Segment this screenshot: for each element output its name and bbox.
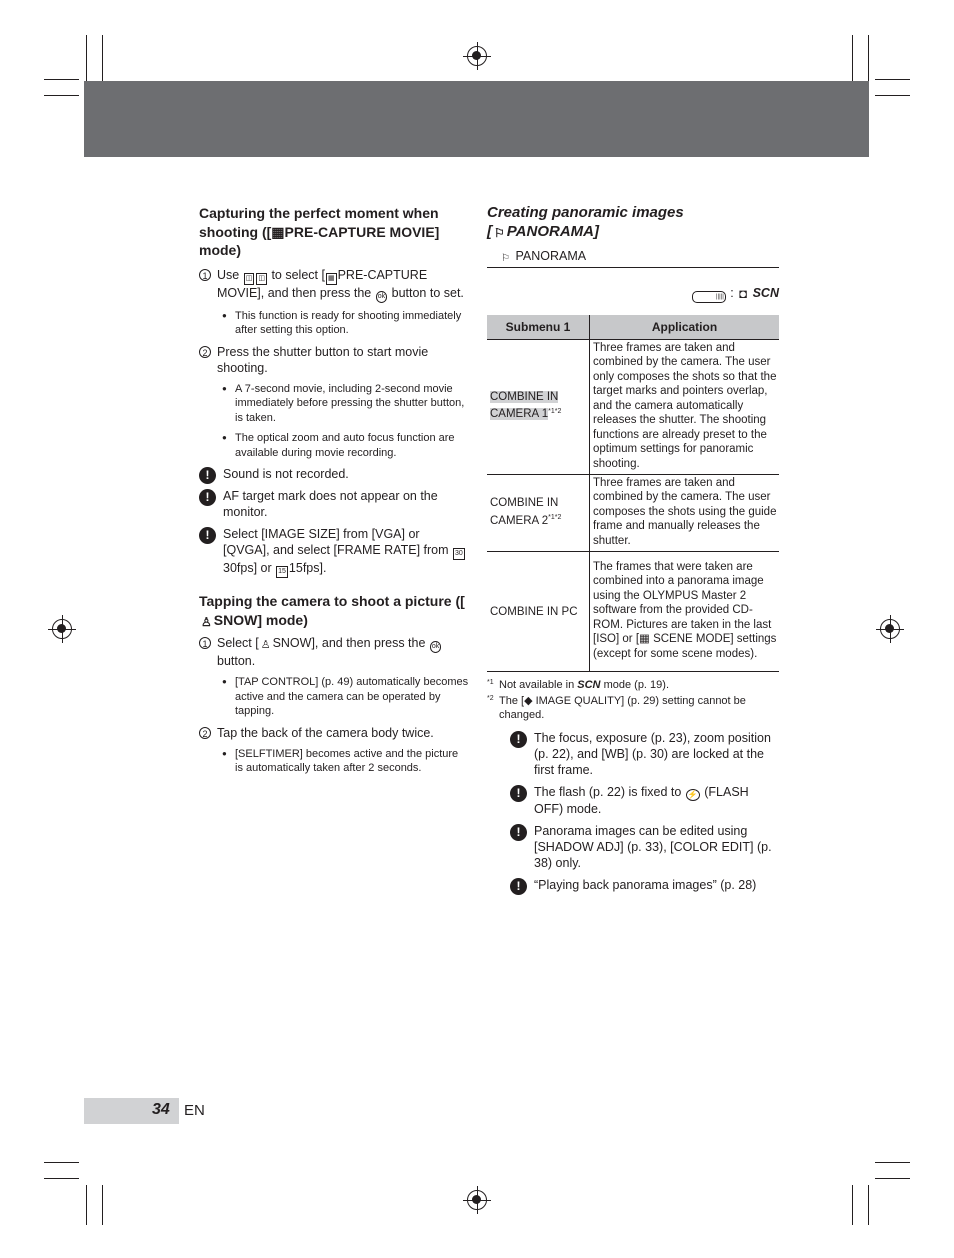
arrow-pad-icon: ◫: [256, 273, 267, 285]
table-row: [487, 475, 779, 552]
mode-dial-icon: |||||: [692, 291, 726, 303]
crop-mark: [868, 1185, 869, 1225]
caution-icon: !: [199, 489, 216, 506]
caution-note: ! AF target mark does not appear on the monitor.: [199, 488, 469, 520]
bullet-item: ● The optical zoom and auto focus function are available during movie recording.: [199, 431, 469, 460]
panorama-icon: ⚐: [494, 225, 505, 240]
table-header-row: [487, 315, 779, 340]
crop-mark: [44, 1178, 79, 1179]
table-cell-submenu: COMBINE IN PC: [487, 552, 590, 672]
crop-mark: [44, 79, 79, 80]
caution-note: ! Sound is not recorded.: [199, 466, 469, 482]
submenu-path: ⚐ PANORAMA: [487, 244, 779, 268]
crop-mark: [875, 1178, 910, 1179]
section-title: Capturing the perfect moment when shooting ([▦PRE-CAPTURE MOVIE] mode): [199, 205, 440, 258]
step-2: 2 Tap the back of the camera body twice.: [199, 725, 469, 741]
bullet-item: ● [SELFTIMER] becomes active and the picture is automatically taken after 2 seconds.: [199, 747, 469, 776]
bullet-item: ● A 7-second movie, including 2-second movie immediately before pressing the shutter button, is taken.: [199, 382, 469, 426]
scn-mode-label: SCN: [577, 679, 601, 691]
caution-note: ! “Playing back panorama images” (p. 28): [487, 877, 779, 893]
scn-mode-label: SCN: [752, 286, 779, 300]
frame-rate-30-icon: 30: [453, 548, 465, 560]
caution-note: ! The flash (p. 22) is fixed to ⚡ (FLASH OFF) mode.: [487, 784, 779, 817]
submenu-table: [487, 315, 779, 672]
step-number-2: 2: [199, 727, 211, 739]
crop-mark: [44, 1162, 79, 1163]
table-cell-application: Three frames are taken and combined by the camera. The user only composes the shots so that the target marks and pointers overlap, and the camera automatically releases the shutter. The shooting functions are already preset to the optimum settings for panoramic shooting.: [590, 340, 780, 475]
crop-mark: [86, 1185, 87, 1225]
crop-mark: [852, 1185, 853, 1225]
left-column: [199, 204, 469, 776]
caution-icon: !: [510, 785, 527, 802]
table-cell-submenu: COMBINE IN CAMERA $2^{*1*2}$: [487, 475, 590, 552]
step-number-1: 1: [199, 269, 211, 281]
crop-mark: [875, 1162, 910, 1163]
crop-mark: [102, 1185, 103, 1225]
frame-rate-15-icon: 15: [276, 566, 288, 578]
section-title: Tapping the camera to shoot a picture ([♙ SNOW] mode): [199, 593, 465, 629]
flash-off-icon: ⚡: [687, 789, 698, 799]
registration-mark-icon: [52, 619, 72, 639]
registration-mark-icon: [880, 619, 900, 639]
language-label: EN: [184, 1102, 205, 1119]
caution-icon: !: [199, 527, 216, 544]
registration-mark-icon: [467, 1190, 487, 1210]
caution-note: ! Select [IMAGE SIZE] from [VGA] or [QVGA], and select [FRAME RATE] from 3030fps] or 15 15fps].: [199, 526, 469, 578]
crop-mark: [875, 79, 910, 80]
registration-mark-icon: [467, 46, 487, 66]
step-2: 2 Press the shutter button to start movie shooting.: [199, 344, 469, 376]
footnote: *1 Not available in SCN mode (p. 19).: [487, 679, 669, 691]
mode-indicator: ||||| : ◘ SCN: [487, 285, 779, 303]
bullet-item: ● This function is ready for shooting immediately after setting this option.: [199, 309, 469, 338]
caution-icon: !: [510, 878, 527, 895]
table-header-cell: Application: [590, 315, 780, 340]
table-cell-application: Three frames are taken and combined by the camera. The user composes the shots using the guide frame and manually releases the shutter.: [590, 475, 780, 552]
footnote: *2 The [◆ IMAGE QUALITY] (p. 29) setting cannot be changed.: [487, 694, 746, 721]
crop-mark: [44, 95, 79, 96]
page-number: 34: [152, 1101, 170, 1118]
crop-mark: [875, 95, 910, 96]
caution-icon: !: [199, 467, 216, 484]
table-row: [487, 340, 779, 475]
header-banner: [84, 81, 869, 157]
bullet-item: ● [TAP CONTROL] (p. 49) automatically becomes active and the camera can be operated by tapping.: [199, 675, 469, 719]
ok-button-icon: ok: [376, 291, 387, 303]
caution-icon: !: [510, 824, 527, 841]
snow-scene-icon: ♙: [260, 639, 271, 651]
snow-scene-icon: ♙: [201, 614, 212, 629]
caution-note: ! The focus, exposure (p. 23), zoom position (p. 22), and [WB] (p. 30) are locked at the first frame.: [487, 730, 779, 778]
pre-capture-movie-icon: ▦: [326, 273, 337, 285]
right-column: [487, 204, 779, 893]
table-cell-application: The frames that were taken are combined into a panorama image using the OLYMPUS Master 2 software from the provided CD-ROM. Pictures are taken in the last [ISO] or [▦ SCENE MODE] settings (except for some scene modes).: [590, 552, 780, 672]
arrow-pad-icon: ◫: [244, 273, 255, 285]
step-number-1: 1: [199, 637, 211, 649]
table-header-cell: Submenu 1: [487, 315, 590, 340]
section-title: Creating panoramic images [ ⚐ PANORAMA]: [487, 204, 684, 240]
table-row: [487, 552, 779, 672]
panorama-icon: ⚐: [501, 253, 510, 264]
step-1: 1 Use ◫ ◫ to select [ ▦ PRE-CAPTURE MOVIE], and then press the ok button to set.: [199, 267, 469, 303]
camera-icon: ◘: [739, 286, 748, 301]
step-1: 1 Select [ ♙ SNOW], and then press the ok button.: [199, 635, 469, 669]
caution-note: ! Panorama images can be edited using [SHADOW ADJ] (p. 33), [COLOR EDIT] (p. 38) only.: [487, 823, 779, 871]
caution-icon: !: [510, 731, 527, 748]
table-cell-submenu: COMBINE IN CAMERA $1^{*1*2}$: [487, 340, 590, 475]
step-number-2: 2: [199, 346, 211, 358]
ok-button-icon: ok: [430, 641, 441, 653]
